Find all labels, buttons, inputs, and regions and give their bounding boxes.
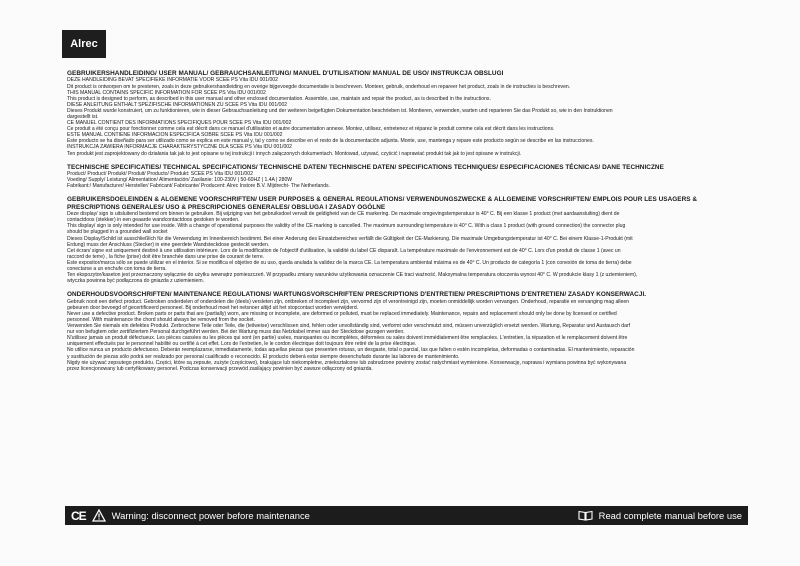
footer-bar (65, 506, 748, 525)
text-line: contactdoos (stekker) in een geaarde wandcontactdoos gestoken te worden. (67, 217, 240, 224)
text-line: przez licencjonowany lub certyfikowany personel. Podczas konserwacji przewód zasilający powinien być zawsze odłączony od gniazda. (67, 365, 373, 372)
section-technical-specifications (67, 164, 763, 190)
text-line: DIESE ANLEITUNG ENTHÄLT SPEZIFISCHE INFORMATIONEN ZU SCEE PS Vita IDU 001/002 (67, 101, 288, 108)
section-title: GEBRUIKERSDOELEINDEN & ALGEMENE VOORSCHRIFTEN/ USER PURPOSES & GENERAL REGULATIONS/ VERWENDUNGSZWECKE & ALLGEMEINE VORSCHRIFTEN/ EMPLOIS POUR LES USAGERS & (67, 196, 698, 204)
text-line: Gebruik nooit een defect product. Gebroken onderdelen of onderdelen die (deels) versleten zijn, ontbreken of incompleet zijn, vervormd zijn of verontreinigd zijn, moeten onmiddellijk worden vervangen. Onderhoud, reparatie en vervanging mag alleen (67, 298, 630, 305)
warning-triangle-icon (92, 509, 106, 522)
section-user-manual (67, 70, 763, 157)
section-title-continued: PRESCRIPTIONS GENERALES/ USO & PRESCRIPCIONES GENERALES/ OBSLUGA I ZASADY OGÓLNE (67, 203, 386, 211)
text-line: THIS MANUAL CONTAINS SPECIFIC INFORMATION FOR SCEE PS Vita IDU 001/002 (67, 89, 266, 96)
text-line: wtyczka powinna być podłączona do gniazda z uziemieniem. (67, 278, 205, 285)
section-maintenance-regulations (67, 291, 763, 372)
text-line: Este producto se ha diseñado para ser utilizado como se explica en este manual y, tal y como se describe en el resto de la documentación adjunta. Monte, use, mantenga y repare este producto según se describe en las instrucciones. (67, 138, 594, 145)
text-line: personnel. With maintenance the chord should always be removed from the socket. (67, 316, 256, 323)
text-line: Verwenden Sie niemals ein defektes Produkt. Zerbrochene Teile oder Teile, die (teilweise) verschlissen sind, fehlen oder unvollständig sind, verformt oder verschmutzt sind, müssen unverzüglich ersetzt werden. Wartung, Reparatur und Austausch darf (67, 323, 631, 330)
section-title: TECHNISCHE SPECIFICATIES/ TECHNICAL SPECIFICATIONS/ TECHNISCHE DATEN/ TECHNISCHE DATEN/ SPECIFICATIONS TECHNIQUES/ ESPECIFICACIONES TÉCNICAS/ DANE TECHNICZNE (67, 163, 664, 171)
text-line: Deze display/ sign is uitsluitend bestemd om binnen te gebruiken. Bij wijziging van het gebruiksdoel vervalt de geldigheid van de CE markering. De maximale omgevingstemperatuur is 40° C. Bij een klasse 1 product (met aardaansluiting) dient de (67, 211, 620, 218)
text-line: Erdung) muss der Anschluss (Stecker) in eine geerdete Wandsteckdose gesteckt werden. (67, 241, 270, 248)
text-line: y sustitución de piezas sólo podrá ser realizado por personal cualificado o reconocido. El producto deberá estar siempre desenchufado durante las labores de mantenimiento. (67, 353, 460, 360)
text-line: This product is designed to perform, as described in this user manual and other enclosed documentation. Assemble, use, maintain and repair the product, as is described in the instructions. (67, 95, 491, 102)
ce-mark: CE (71, 508, 86, 523)
text-line: conectarse a un enchufe con toma de tierra. (67, 265, 167, 272)
text-line: Dieses Produkt wurde konstruiert, um zu funktionieren, wie in dieser Gebrauchsanleitung und der weiteren beigefügten Dokumentation beschrieben ist. Montieren, verwenden, warten und reparieren Sie das Produkt so, wie in den Instruktionen (67, 107, 613, 114)
text-line: Cet écran/ signe est uniquement destiné à une utilisation intérieure. Lors de la modification de l'objectif d'utilisation, la validité du label CE disparaît. La température maximale de l'environnement est de 40° C. Lors d'un produit de classe 1 (avec un (67, 247, 621, 254)
text-line: dargestellt ist. (67, 113, 99, 120)
document-body (67, 70, 763, 379)
text-line: No utilice nunca un producto defectuoso. Deberán reemplazarse, inmediatamente, todas aquellas piezas que presenten roturas, un desgaste, total o parcial, las que falten o estén incompletas, deformadas o contaminadas. El mantenimiento, reparación (67, 347, 635, 354)
manual-text: Read complete manual before use (598, 510, 742, 521)
text-line: raccord de terre) , la fiche (prise) doit être branchée dans une prise de courant de terre. (67, 253, 265, 260)
text-line: INSTRUKCJA ZAWIERA INFORMACJE CHARAKTERYSTYCZNE DLA SCEE PS Vita IDU 001/002 (67, 144, 292, 151)
footer-warning (71, 506, 310, 525)
text-line: This display/ sign is only intended for use inside. With a change of operational purposes the validity of the CE marking is cancelled. The maximum surrounding temperature is 40° C. With a class 1 product (with ground connection) the connector plug (67, 223, 626, 230)
text-line: Nigdy nie używać zepsutego produktu. Części, które są zepsute, zużyte (częściowo), brakujące lub niekompletne, zniekształcone lub zabrudzone powinny zostać natychmiast wymienione. Konserwację, naprawa i wymiana powinna być wykonywana (67, 359, 627, 366)
section-general-regulations (67, 196, 763, 284)
text-line: nur von befugtem oder zertifiziertem Personal durchgeführt werden. Bei der Wartung muss das Netzkabel immer aus der Steckdose gezogen werden. (67, 329, 405, 336)
text-line: uniquement effectués par le personnel habilité ou certifié à cet effet. Lors de l'entretien, le le cordon électrique doit toujours être retiré de la prise électrique. (67, 341, 417, 348)
section-title: ONDERHOUDSVOORSCHRIFTEN/ MAINTENANCE REGULATIONS/ WARTUNGSVORSCHRIFTEN/ PRESCRIPTIONS D'ENTRETIEN/ PRESCRIPTIONS D'ENTRETIEN/ ZASADY KONSERWACJI. (67, 291, 647, 299)
text-line: DEZE HANDLEIDING BEVAT SPECIFIEKE INFORMATIE VOOR SCEE PS Vita IDU 001/002 (67, 77, 278, 84)
text-line: Dit product is ontworpen om te presteren, zoals in deze gebruikershandleiding en overige bijgevoegde documentatie is beschreven. Monteer, gebruik, onderhoud en repareer het product, zoals in de instructies is beschreven. (67, 83, 571, 90)
text-line: ESTE MANUAL CONTIENE INFORMACIÓN ESPECÍFICA SOBRE SCEE PS Vita IDU 001/002 (67, 132, 283, 139)
brand-logo: Alrec (62, 30, 106, 58)
text-line: N'utilisez jamais un produit défectueux. Les pièces cassées ou les pièces qui sont (en partie) usées, manquantes ou incomplètes, déformées ou sales doivent immédiatement être remplacées. L'entretien, la réparation et le remplacement doivent être (67, 335, 628, 342)
text-line: Dieses Display/Schild ist ausschließlich für die Verwendung im Innenbereich bestimmt. Bei einer Änderung des Einsatzbereiches verfällt die Gültigkeit der CE-Markierung. Die maximale Umgebungstemperatur ist 40° C. Bei einem Klasse-1-Produkt (mit (67, 235, 633, 242)
text-line: CE MANUEL CONTIENT DES INFORMATIONS SPECIFIQUES POUR SCEE PS Vita IDU 001/002 (67, 120, 292, 127)
text-line: Voeding/ Supply/ Leistung/ Alimentation/ Alimentación/ Zasilanie: 100-230V | 50-60HZ | 1.4A | 280W (67, 177, 293, 184)
text-line: Ce produit a été conçu pour fonctionner comme cela est décrit dans ce manuel d'utilisation et autre documentation annexe. Montez, utilisez, entretenez et réparez le produit comme cela est décrit dans les instructions. (67, 126, 555, 133)
open-book-icon (578, 510, 593, 521)
text-line: Never use a defective product. Broken parts or parts that are (partially) worn, are missing or incomplete, are deformed or polluted, must be replaced immediately. Maintenance, repairs and replacement should only be done by licensed or certified (67, 310, 617, 317)
text-line: gebeuren door bevoegd of gecertificeerd personeel. Bij onderhoud moet het netsnoer altijd uit het stopcontact worden verwijderd. (67, 304, 359, 311)
text-line: Ten produkt jest zaprojektowany do działania tak jak to jest opisane w tej instrukcji i innych załączonych dokumentach. Montowad, używać, czyścić i naprawiać produkt tak jak to jest opisane w instrukcji. (67, 150, 522, 157)
text-line: Product/ Product/ Produkt/ Produit/ Producto/ Produkt: SCEE PS Vita IDU 001/002 (67, 171, 253, 178)
text-line: Fabrikant:/ Manufacturer/ Hersteller/ Fabricant/ Fabricante/ Producent: Alrec Instore B.V. Mijdrecht- The Netherlands. (67, 183, 331, 190)
warning-text: Warning: disconnect power before maintenance (111, 510, 310, 521)
footer-manual-notice (578, 506, 742, 525)
section-title: GEBRUIKERSHANDLEIDING/ USER MANUAL/ GEBRAUCHSANLEITUNG/ MANUEL D'UTILISATION/ MANUAL DE USO/ INSTRUKCJA OBSLUGI (67, 70, 504, 77)
text-line: Este expositor/marca sólo se puede utilizar en el interior. Si se modifica el objetivo de su uso, queda anulada la validez de la marca CE. La temperatura ambiental máxima es de 40° C. Un producto de categoría 1 (con conexión de toma de tierra) debe (67, 259, 632, 266)
text-line: should be plugged in a grounded wall socket (67, 229, 168, 236)
text-line: Ten ekspozytor/kaseton jest przeznaczony wyłącznie do użytku wewnątrz pomieszczeń. W przypadku zmiany warunków użytkowania oznaczenie CE traci ważność. Maksymalna temperatura otoczenia wynosi 40° C. W produkcie klasy 1 (z uziemieniem), (67, 272, 638, 279)
